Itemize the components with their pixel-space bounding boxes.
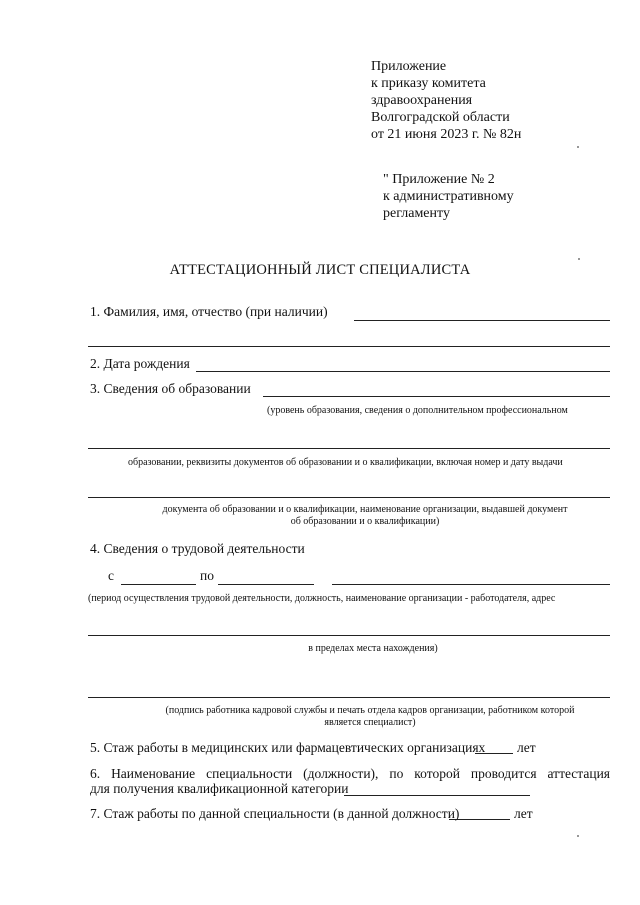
work-hint-3b: является специалист) — [324, 717, 416, 728]
scan-speck — [577, 146, 579, 148]
scan-speck — [578, 258, 580, 260]
work-to-line[interactable] — [218, 584, 314, 585]
work-hint-2: в пределах места нахождения) — [308, 643, 438, 654]
appendix-line-5: от 21 июня 2023 г. № 82н — [371, 127, 522, 142]
appendix-line-1: Приложение — [371, 59, 447, 74]
education-hint-3b: об образовании и о квалификации) — [290, 516, 440, 527]
field-exp-spec-label: 7. Стаж работы по данной специальности (в данной должности) — [90, 806, 460, 821]
work-hint-1: (период осуществления трудовой деятельности, должность, наименование организации - работодателя, адрес — [88, 593, 556, 604]
field-exp-med-label: 5. Стаж работы в медицинских или фармацевтических организациях — [90, 740, 486, 755]
education-hint-3a: документа об образовании и о квалификации, наименование организации, выдавшей документ — [162, 504, 568, 515]
appendix-sub-line-3: регламенту — [383, 206, 450, 221]
work-from-label: с — [108, 568, 114, 583]
field-specialty-answer-line[interactable] — [344, 795, 530, 796]
work-hint-3a: (подпись работника кадровой службы и печать отдела кадров организации, работником которой — [165, 705, 575, 716]
field-education-line[interactable] — [263, 396, 610, 397]
field-work-label: 4. Сведения о трудовой деятельности — [90, 541, 305, 556]
field-birth-label: 2. Дата рождения — [90, 356, 190, 371]
appendix-line-4: Волгоградской области — [371, 110, 510, 125]
field-education-line-3[interactable] — [88, 497, 610, 498]
field-fio-line-2[interactable] — [88, 346, 610, 347]
field-exp-med-line[interactable] — [475, 753, 513, 754]
work-line-3[interactable] — [88, 697, 610, 698]
field-exp-spec-line[interactable] — [449, 819, 510, 820]
page-title: АТТЕСТАЦИОННЫЙ ЛИСТ СПЕЦИАЛИСТА — [169, 262, 471, 278]
field-specialty-line2: для получения квалификационной категории — [90, 781, 349, 796]
work-to-label: по — [200, 568, 214, 583]
field-exp-spec-unit: лет — [514, 806, 533, 821]
education-hint-2: образовании, реквизиты документов об образовании и о квалификации, включая номер и дату выдачи — [128, 457, 563, 468]
education-hint-1: (уровень образования, сведения о дополнительном профессиональном — [267, 405, 568, 416]
appendix-sub — [383, 171, 514, 222]
field-specialty-line1: 6. Наименование специальности (должности), по которой проводится аттестация — [90, 766, 610, 781]
work-from-line[interactable] — [121, 584, 196, 585]
work-position-line[interactable] — [332, 584, 610, 585]
field-fio-line[interactable] — [354, 320, 610, 321]
field-exp-med-unit: лет — [517, 740, 536, 755]
appendix-sub-line-2: к административному — [383, 189, 514, 204]
work-line-2[interactable] — [88, 635, 610, 636]
appendix-line-2: к приказу комитета — [371, 76, 486, 91]
field-birth-line[interactable] — [196, 371, 610, 372]
field-education-line-2[interactable] — [88, 448, 610, 449]
field-fio-label: 1. Фамилия, имя, отчество (при наличии) — [90, 304, 328, 319]
appendix-line-3: здравоохранения — [371, 93, 473, 108]
appendix-sub-line-1: " Приложение № 2 — [383, 172, 495, 187]
appendix-header — [371, 58, 521, 143]
scan-speck — [577, 835, 579, 837]
field-education-label: 3. Сведения об образовании — [90, 381, 251, 396]
